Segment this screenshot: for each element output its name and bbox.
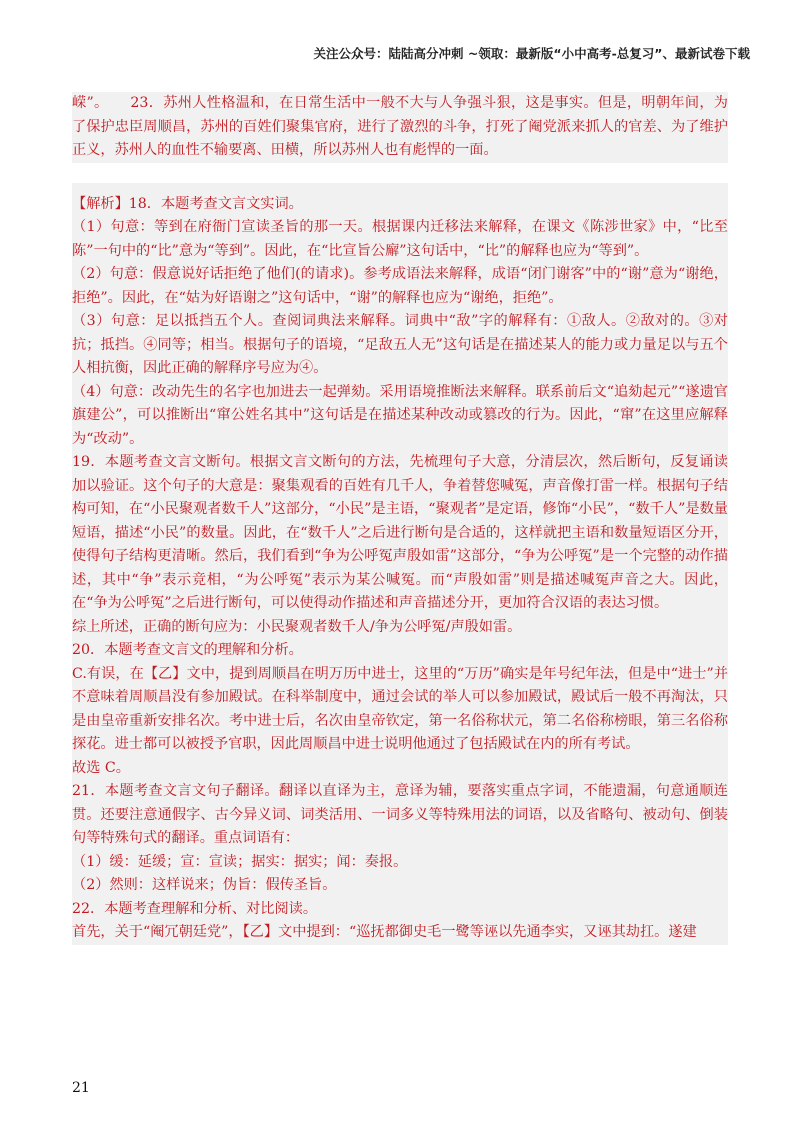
top-block	[72, 92, 728, 163]
paragraph-analysis-22: 首先，关于“阉冗朝廷党”，【乙】文中提到：“巡抚都御史毛一鹭等诬以先通李实，又诬其劫扛。遂建	[72, 924, 697, 940]
paragraph-translation-2: （2）然则：这样说来；伪旨：假传圣旨。	[72, 877, 337, 893]
paragraph-translation-1: （1）缓：延缓；宣：宣读；据实：据实；闻：奏报。	[72, 853, 408, 870]
paragraph-choice-20: 故选 C。	[72, 759, 130, 776]
paragraph-summary-19: 综上所述，正确的断句应为：小民聚观者数千人/争为公呼冤/声殷如雷。	[72, 618, 522, 635]
paragraph-item-1: （1）句意：等到在府衙门宣读圣旨的那一天。根据课内迁移法来解释，在课文《陈涉世家》中，“比至陈”一句中的“比”意为“等到”。因此，在“比宣旨公廨”这句话中，“比”的解释也应为“等到”。	[72, 219, 728, 259]
page-header: 关注公众号：陆陆高分冲刺 ~领取：最新版“小中高考-总复习”、最新试卷下载	[313, 46, 750, 61]
paragraph-analysis-18: 【解析】18．本题考查文言文实词。	[72, 195, 303, 212]
analysis-block	[72, 193, 728, 945]
document-body	[72, 92, 728, 945]
paragraph-item-3: （3）句意：足以抵挡五个人。查阅词典法来解释。词典中“敌”字的解释有：①敌人。②敌对的。③对抗；抵挡。④同等；相当。根据句子的语境，“足敌五人无”这句话是在描述某人的能力或力量足以与五个人相抗衡，因此正确的解释序号应为④。	[72, 313, 728, 376]
page-number: 21	[72, 1080, 90, 1096]
section-gap	[72, 163, 728, 183]
paragraph-question-20: 20．本题考查文言文的理解和分析。	[72, 642, 303, 658]
paragraph-question-21: 21．本题考查文言文句子翻译。翻译以直译为主，意译为辅，要落实重点字词，不能遗漏，句意通顺连贯。还要注意通假字、古今异义词、词类活用、一词多义等特殊用法的词语，以及省略句、被动句、倒装句等特殊句式的翻译。重点词语有：	[72, 783, 728, 846]
paragraph-item-4: （4）句意：改动先生的名字也加进去一起弹劾。采用语境推断法来解释。联系前后文“追劾起元”“遂遗官旗建公”，可以推断出“窜公姓名其中”这句话是在描述某种改动或篡改的行为。因此，“窜”在这里应解释为“改动”。	[72, 383, 728, 447]
paragraph-answer-23: 嵘”。 23．苏州人性格温和，在日常生活中一般不大与人争强斗狠，这是事实。但是，明朝年间，为了保护忠臣周顺昌，苏州的百姓们聚集官府，进行了激烈的斗争，打死了阉党派来抓人的官差、为了维护正义，苏州人的血性不输要离、田横，所以苏州人也有彪悍的一面。	[72, 95, 728, 158]
paragraph-question-19: 19．本题考查文言文断句。根据文言文断句的方法，先梳理句子大意，分清层次，然后断句，反复诵读加以验证。这个句子的大意是：聚集观看的百姓有几千人，争着替您喊冤，声音像打雷一样。根据句子结构可知，在“小民聚观者数千人”这部分，“小民”是主语，“聚观者”是定语，修饰“小民”，“数千人”是数量短语，描述“小民”的数量。因此，在“数千人”之后进行断句是合适的，这样就把主语和数量短语区分开，使得句子结构更清晰。然后，我们看到“争为公呼冤声殷如雷”这部分，“争为公呼冤”是一个完整的动作描述，其中“争”表示竞相，“为公呼冤”表示为某公喊冤。而“声殷如雷”则是描述喊冤声音之大。因此，在“争为公呼冤”之后进行断句，可以使得动作描述和声音描述分开，更加符合汉语的表达习惯。	[72, 454, 728, 611]
paragraph-answer-20: C.有误，在【乙】文中，提到周顺昌在明万历中进士，这里的“万历”确实是年号纪年法，但是中“进士”并不意味着周顺昌没有参加殿试。在科举制度中，通过会试的举人可以参加殿试，殿试后一般不再淘汰，只是由皇帝重新安排名次。考中进士后，名次由皇帝钦定，第一名俗称状元，第二名俗称榜眼，第三名俗称探花。进士都可以被授予官职，因此周顺昌中进士说明他通过了包括殿试在内的所有考试。	[72, 665, 728, 752]
paragraph-question-22: 22．本题考查理解和分析、对比阅读。	[72, 900, 318, 917]
paragraph-item-2: （2）句意：假意说好话拒绝了他们(的请求)。参考成语法来解释，成语“闭门谢客”中的“谢”意为“谢绝，拒绝”。因此，在“姑为好语谢之”这句话中，“谢”的解释也应为“谢绝，拒绝”。	[72, 266, 728, 306]
